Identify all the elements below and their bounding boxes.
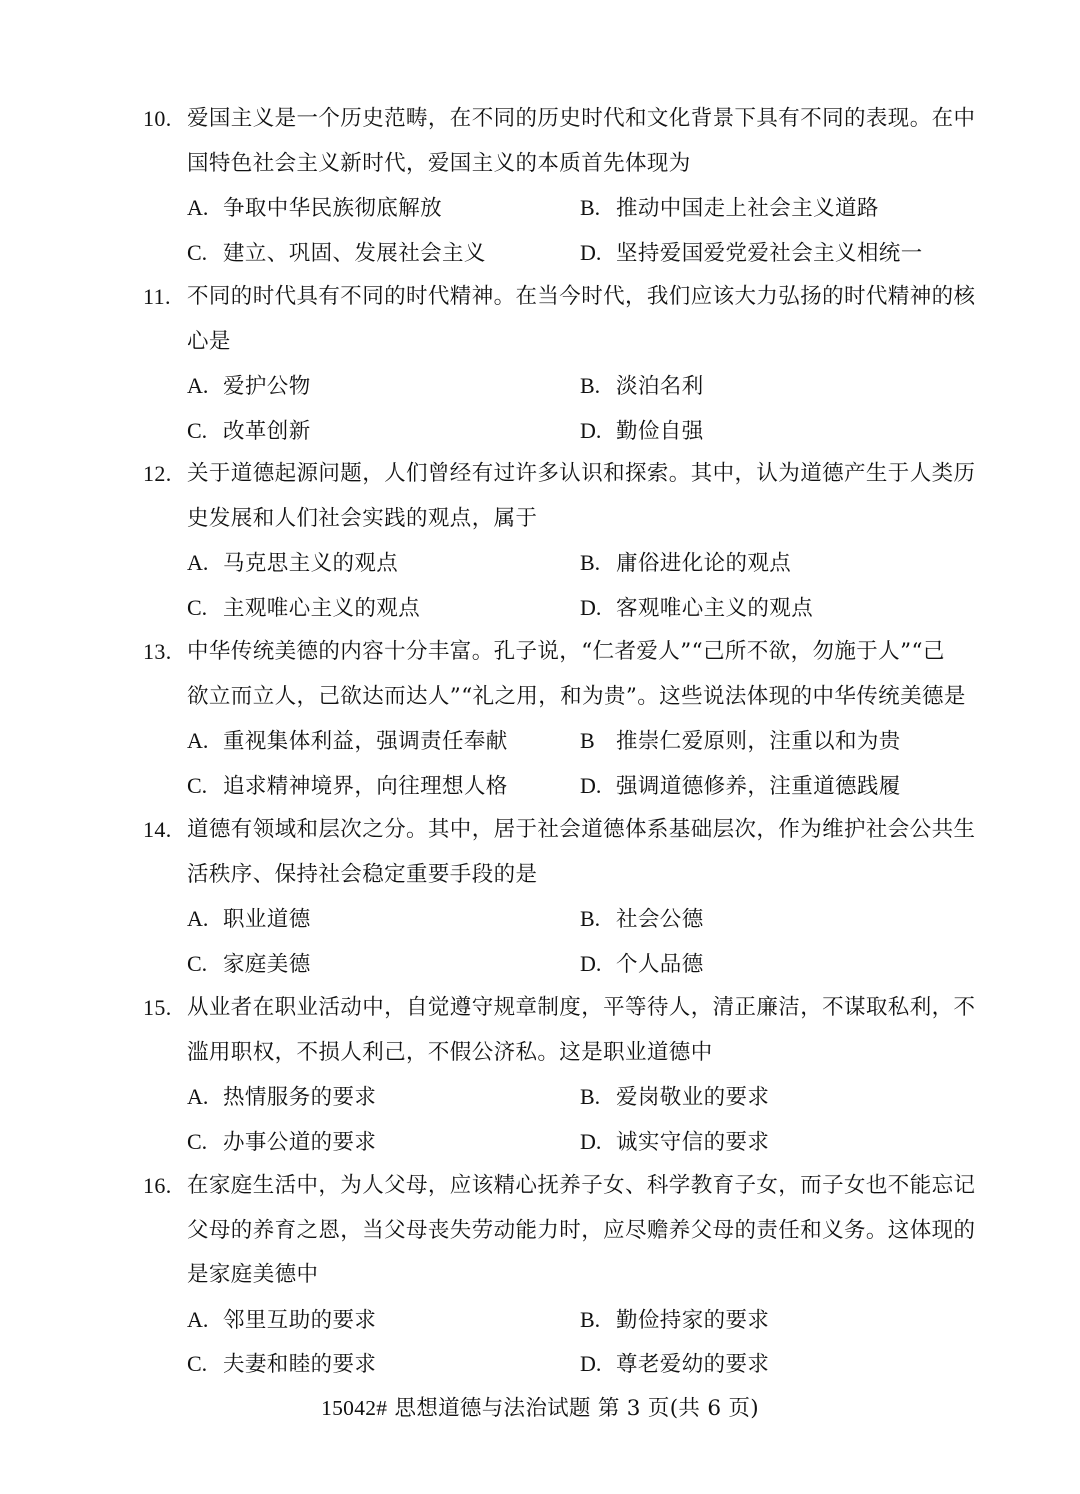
option-letter: B. [580,1084,601,1109]
option-letter: A. [187,195,209,220]
option-a [187,541,398,587]
option-letter: D. [580,1351,602,1376]
question-line [143,97,983,142]
option-letter: C. [187,950,208,976]
option-text: 马克思主义的观点 [223,551,399,576]
question-stem: 道德有领域和层次之分。其中，居于社会道德体系基础层次，作为维护社会公共生 [187,817,976,842]
option-row [143,1298,983,1343]
option-letter: C. [187,1351,208,1376]
option-d [580,586,813,632]
question-line [143,497,983,542]
option-text: 重视集体利益，强调责任奉献 [223,729,508,754]
option-text: 爱岗敬业的要求 [616,1085,770,1110]
question-stem: 欲立而立人，己欲达而达人”“礼之用，和为贵”。这些说法体现的中华传统美德是 [187,683,966,709]
option-c [187,764,508,810]
option-text: 推动中国走上社会主义道路 [616,196,879,221]
question-stem: 史发展和人们社会实践的观点，属于 [187,505,538,531]
option-text: 社会公德 [616,907,704,932]
option-text: 改革创新 [223,418,311,444]
exam-code: 15042# [321,1396,388,1420]
page-footer [0,1388,1080,1429]
option-a [187,364,311,410]
question-line [143,142,983,187]
option-text: 庸俗进化论的观点 [616,551,792,576]
option-letter: C. [187,417,208,443]
option-text: 推崇仁爱原则，注重以和为贵 [616,729,901,754]
option-b [580,186,879,232]
option-letter: D. [580,239,602,265]
question-line [143,275,983,320]
question-11 [143,275,983,453]
option-b [580,719,901,765]
option-c [187,409,311,455]
question-number: 14. [143,817,172,842]
option-c [187,231,486,277]
question-10 [143,97,983,275]
option-letter: B. [580,195,601,220]
option-c [187,1120,376,1166]
option-row [143,719,983,764]
question-stem: 爱国主义是一个历史范畴，在不同的历史时代和文化背景下具有不同的表现。在中 [187,106,976,131]
option-text: 职业道德 [223,907,311,932]
option-a [187,897,311,943]
option-letter: C. [187,594,208,620]
option-letter: A. [187,550,209,575]
exam-subject: 思想道德与法治试题 [394,1396,591,1421]
option-c [187,1342,376,1388]
option-letter: C. [187,239,208,265]
question-15 [143,986,983,1164]
option-text: 邻里互助的要求 [223,1307,377,1333]
option-d [580,409,704,455]
option-text: 夫妻和睦的要求 [223,1352,377,1377]
option-text: 诚实守信的要求 [616,1129,770,1155]
question-line [143,320,983,365]
question-number: 15. [143,995,172,1020]
option-b [580,541,791,587]
option-text: 爱护公物 [223,374,311,399]
question-stem: 不同的时代具有不同的时代精神。在当今时代，我们应该大力弘扬的时代精神的核 [187,284,976,309]
question-line [143,675,983,720]
question-number: 11. [143,284,171,309]
question-line [143,808,983,853]
question-12 [143,452,983,630]
option-letter: A. [187,1306,209,1332]
question-number: 12. [143,461,172,486]
question-stem: 滥用职权，不损人利己，不假公济私。这是职业道德中 [187,1039,713,1065]
option-letter: B [580,728,595,753]
question-line [143,1164,983,1209]
option-letter: D. [580,1128,602,1154]
option-row [143,897,983,942]
option-d [580,1120,769,1166]
question-number: 13. [143,639,172,664]
question-stem: 活秩序、保持社会稳定重要手段的是 [187,861,538,887]
question-line [143,1209,983,1254]
option-b [580,1075,769,1121]
option-c [187,942,311,988]
option-row [143,364,983,409]
option-letter: D. [580,772,602,798]
option-d [580,231,923,277]
option-row [143,764,983,809]
question-line [143,1031,983,1076]
option-b [580,364,704,410]
question-stem: 在家庭生活中，为人父母，应该精心抚养子女、科学教育子女，而子女也不能忘记 [187,1173,976,1198]
question-stem: 父母的养育之恩，当父母丧失劳动能力时，应尽赡养父母的责任和义务。这体现的 [187,1217,976,1243]
option-text: 建立、巩固、发展社会主义 [223,240,486,266]
question-stem: 心是 [187,328,231,354]
option-text: 勤俭自强 [616,418,704,444]
option-letter: B. [580,1306,601,1332]
question-stem: 关于道德起源问题，人们曾经有过许多认识和探索。其中，认为道德产生于人类历 [187,461,976,486]
option-a [187,186,442,232]
option-letter: A. [187,728,209,753]
option-c [187,586,420,632]
option-letter: D. [580,417,602,443]
option-b [580,1298,769,1344]
option-text: 淡泊名利 [616,374,704,399]
option-text: 尊老爱幼的要求 [616,1352,770,1377]
option-a [187,1298,376,1344]
option-text: 客观唯心主义的观点 [616,595,814,621]
question-stem: 国特色社会主义新时代，爱国主义的本质首先体现为 [187,150,691,176]
option-row [143,1342,983,1387]
option-text: 强调道德修养，注重道德践履 [616,773,901,799]
question-line [143,986,983,1031]
option-letter: B. [580,550,601,575]
option-letter: C. [187,1128,208,1154]
question-line [143,853,983,898]
question-number: 10. [143,106,172,131]
option-letter: A. [187,1084,209,1109]
option-row [143,541,983,586]
option-text: 热情服务的要求 [223,1085,377,1110]
option-row [143,409,983,454]
option-letter: A. [187,906,209,931]
option-text: 办事公道的要求 [223,1129,377,1155]
question-line [143,452,983,497]
option-letter: B. [580,373,601,398]
question-number: 16. [143,1173,172,1198]
option-letter: D. [580,594,602,620]
question-line [143,1253,983,1298]
option-text: 个人品德 [616,951,704,977]
option-letter: C. [187,772,208,798]
option-d [580,764,901,810]
page-number: 第 3 页(共 6 页) [597,1396,759,1421]
question-16 [143,1164,983,1387]
option-letter: B. [580,906,601,931]
option-text: 家庭美德 [223,951,311,977]
option-a [187,719,508,765]
option-row [143,586,983,631]
option-row [143,186,983,231]
question-stem: 是家庭美德中 [187,1262,319,1287]
question-13 [143,630,983,808]
question-14 [143,808,983,986]
question-stem: 从业者在职业活动中，自觉遵守规章制度，平等待人，清正廉洁，不谋取私利，不 [187,995,976,1020]
question-line [143,630,983,675]
option-text: 争取中华民族彻底解放 [223,196,443,221]
option-letter: D. [580,950,602,976]
option-text: 主观唯心主义的观点 [223,595,421,621]
option-a [187,1075,376,1121]
option-row [143,231,983,276]
option-d [580,942,704,988]
option-letter: A. [187,373,209,398]
option-row [143,942,983,987]
option-text: 坚持爱国爱党爱社会主义相统一 [616,240,923,266]
option-row [143,1120,983,1165]
option-row [143,1075,983,1120]
option-d [580,1342,769,1388]
option-text: 勤俭持家的要求 [616,1307,770,1333]
option-b [580,897,704,943]
question-stem: 中华传统美德的内容十分丰富。孔子说，“仁者爱人”“己所不欲，勿施于人”“己 [187,639,945,664]
option-text: 追求精神境界，向往理想人格 [223,773,508,799]
